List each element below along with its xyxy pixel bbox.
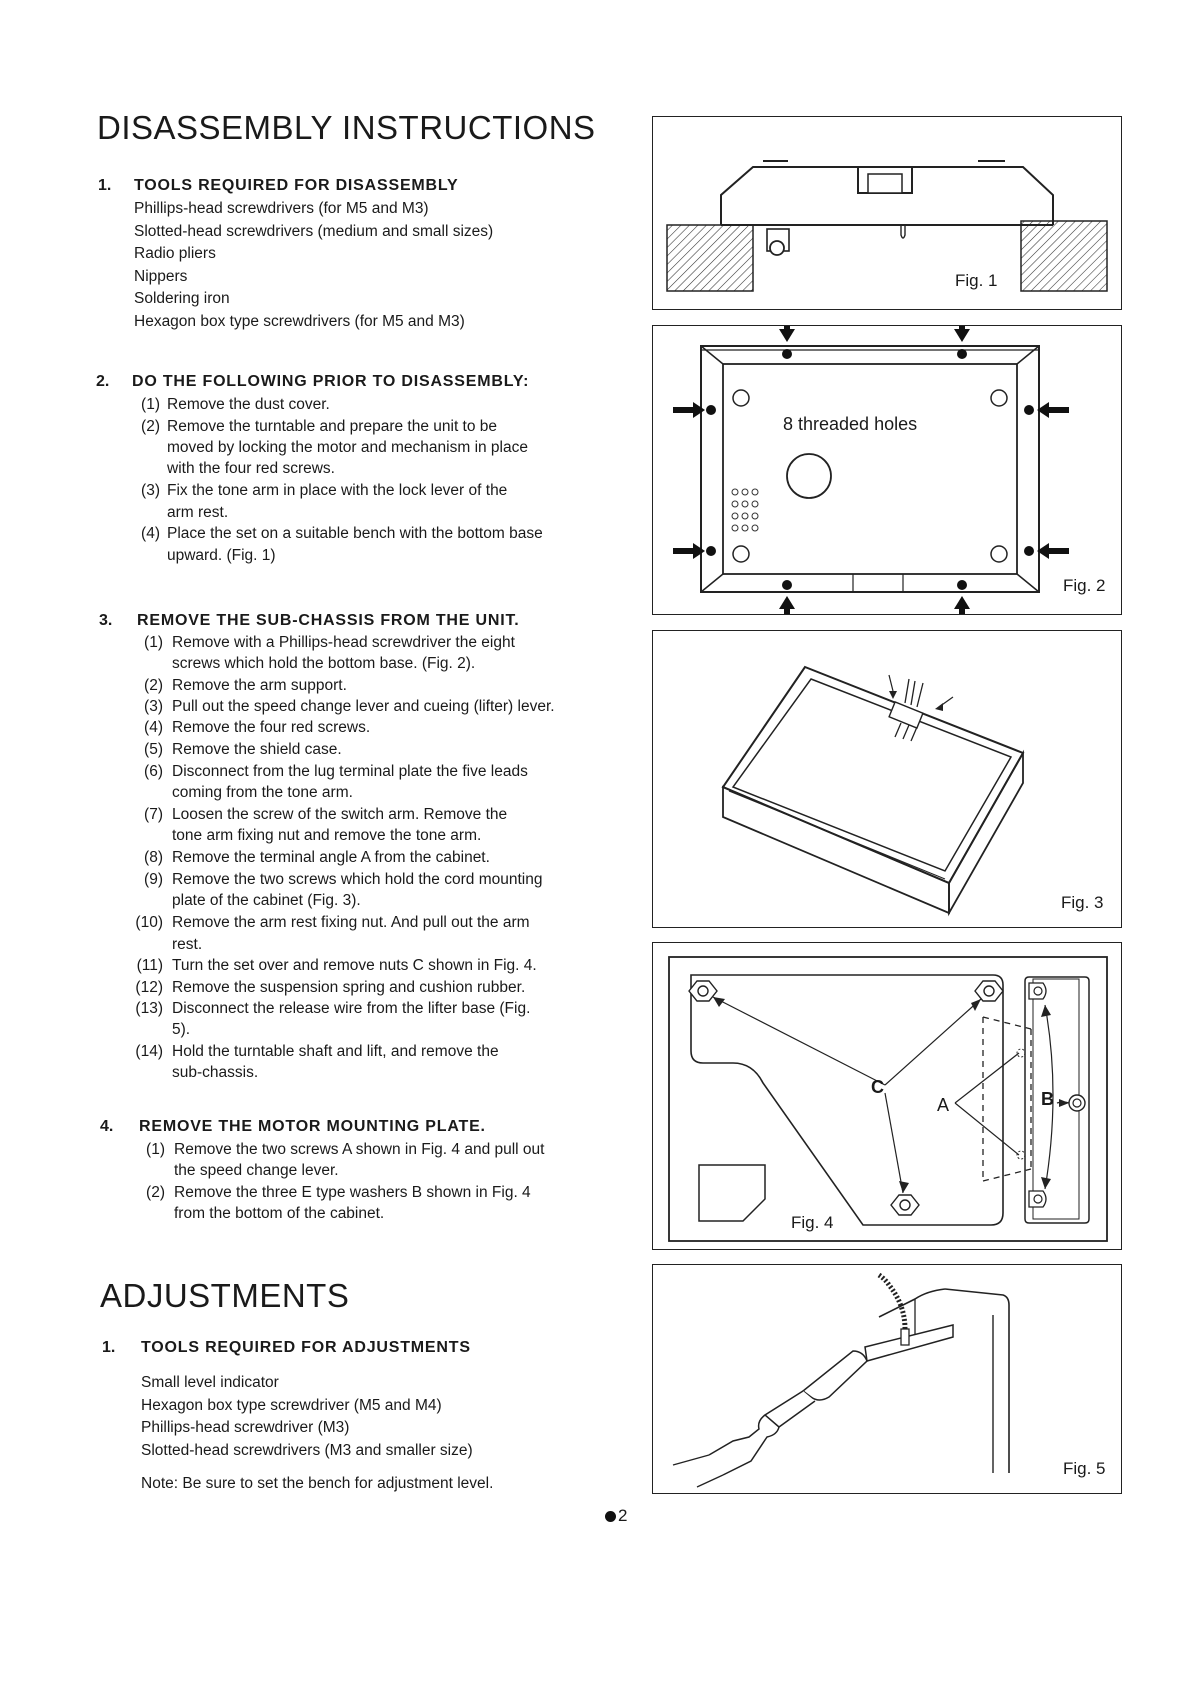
step-number: (11) bbox=[136, 957, 163, 974]
section-number: 4. bbox=[100, 1118, 114, 1135]
cabinet-view bbox=[653, 631, 1121, 927]
tool-item: Slotted-head screwdrivers (M3 and smaller size) bbox=[141, 1441, 473, 1459]
step-text: with the four red screws. bbox=[167, 460, 335, 477]
step-text: rest. bbox=[172, 936, 203, 953]
page-number-value: 2 bbox=[618, 1506, 628, 1525]
tool-item: Nippers bbox=[134, 267, 188, 285]
section-heading: REMOVE THE SUB-CHASSIS FROM THE UNIT. bbox=[137, 612, 520, 629]
step-text: Remove the turntable and prepare the unit to be bbox=[167, 418, 498, 435]
section-heading: DO THE FOLLOWING PRIOR TO DISASSEMBLY: bbox=[132, 373, 530, 390]
adjustments-title: ADJUSTMENTS bbox=[100, 1277, 350, 1314]
figure-3-label: Fig. 3 bbox=[1061, 893, 1104, 912]
step-number: (1) bbox=[146, 1141, 165, 1158]
page-title: DISASSEMBLY INSTRUCTIONS bbox=[97, 109, 596, 146]
section-heading: TOOLS REQUIRED FOR ADJUSTMENTS bbox=[141, 1339, 471, 1356]
step-number: (13) bbox=[135, 1000, 163, 1017]
step-text: upward. (Fig. 1) bbox=[167, 547, 276, 564]
step-text: Remove the terminal angle A from the cabinet. bbox=[172, 849, 490, 866]
step-text: Remove the dust cover. bbox=[167, 396, 330, 413]
figure-4 bbox=[652, 942, 1122, 1250]
release-wire-view bbox=[653, 1265, 1121, 1493]
step-text: arm rest. bbox=[167, 504, 229, 521]
step-number: (14) bbox=[135, 1043, 163, 1060]
step-number: (4) bbox=[141, 525, 160, 542]
step-text: Disconnect the release wire from the lifter base (Fig. bbox=[172, 1000, 531, 1017]
step-text: Disconnect from the lug terminal plate the five leads bbox=[172, 763, 528, 780]
step-number: (6) bbox=[144, 763, 163, 780]
step-text: Remove the shield case. bbox=[172, 741, 342, 758]
step-text: screws which hold the bottom base. (Fig. 2). bbox=[172, 655, 476, 672]
step-text: plate of the cabinet (Fig. 3). bbox=[172, 892, 361, 909]
step-number: (2) bbox=[144, 677, 163, 694]
step-text: Remove the two screws which hold the cord mounting bbox=[172, 871, 543, 888]
figure-5 bbox=[652, 1264, 1122, 1494]
step-number: (12) bbox=[135, 979, 163, 996]
step-number: (3) bbox=[141, 482, 160, 499]
step-text: Loosen the screw of the switch arm. Remove the bbox=[172, 806, 508, 823]
step-text: Remove with a Phillips-head screwdriver the eight bbox=[172, 634, 515, 651]
label-c: C bbox=[871, 1077, 884, 1097]
step-text: the speed change lever. bbox=[174, 1162, 339, 1179]
section-number: 2. bbox=[96, 373, 110, 390]
step-number: (2) bbox=[146, 1184, 165, 1201]
figure-2 bbox=[652, 325, 1122, 615]
note-text: Note: Be sure to set the bench for adjustment level. bbox=[141, 1475, 494, 1492]
step-text: Remove the arm rest fixing nut. And pull out the arm bbox=[172, 914, 530, 931]
section-number: 3. bbox=[99, 612, 113, 629]
label-a: A bbox=[937, 1095, 950, 1115]
threaded-holes-label: 8 threaded holes bbox=[783, 414, 918, 434]
step-text: from the bottom of the cabinet. bbox=[174, 1205, 385, 1222]
figure-2-label: Fig. 2 bbox=[1063, 576, 1106, 595]
step-number: (9) bbox=[144, 871, 163, 888]
tool-item: Small level indicator bbox=[141, 1374, 279, 1391]
tool-item: Hexagon box type screwdrivers (for M5 and M3) bbox=[134, 313, 465, 330]
step-text: 5). bbox=[172, 1021, 191, 1038]
step-text: moved by locking the motor and mechanism in place bbox=[167, 439, 528, 456]
figure-1-label: Fig. 1 bbox=[955, 271, 998, 290]
step-number: (5) bbox=[144, 741, 163, 758]
step-text: Hold the turntable shaft and lift, and remove the bbox=[172, 1043, 499, 1060]
turntable-side-view bbox=[653, 117, 1121, 309]
step-number: (1) bbox=[144, 634, 163, 651]
figure-4-label: Fig. 4 bbox=[791, 1213, 834, 1232]
step-number: (10) bbox=[135, 914, 163, 931]
page-number bbox=[605, 1506, 627, 1526]
step-text: coming from the tone arm. bbox=[172, 784, 353, 801]
tool-item: Soldering iron bbox=[134, 290, 230, 308]
step-text: Remove the two screws A shown in Fig. 4 and pull out bbox=[174, 1141, 545, 1158]
tool-item: Hexagon box type screwdriver (M5 and M4) bbox=[141, 1396, 442, 1414]
step-text: Remove the three E type washers B shown in Fig. 4 bbox=[174, 1184, 531, 1201]
step-text: sub-chassis. bbox=[172, 1064, 259, 1081]
step-text: Fix the tone arm in place with the lock lever of the bbox=[167, 482, 508, 499]
step-number: (4) bbox=[144, 719, 163, 736]
tool-item: Radio pliers bbox=[134, 245, 216, 263]
section-number: 1. bbox=[98, 177, 112, 194]
step-number: (8) bbox=[144, 849, 163, 866]
step-text: Turn the set over and remove nuts C shown in Fig. 4. bbox=[172, 957, 537, 974]
step-text: Remove the arm support. bbox=[172, 677, 347, 694]
step-number: (3) bbox=[144, 698, 163, 715]
section-number: 1. bbox=[102, 1339, 116, 1356]
figure-1 bbox=[652, 116, 1122, 310]
bullet-icon bbox=[605, 1511, 616, 1522]
tool-item: Slotted-head screwdrivers (medium and small sizes) bbox=[134, 222, 494, 240]
step-text: Pull out the speed change lever and cueing (lifter) lever. bbox=[172, 698, 555, 715]
figure-5-label: Fig. 5 bbox=[1063, 1459, 1106, 1478]
figure-3 bbox=[652, 630, 1122, 928]
step-text: tone arm fixing nut and remove the tone arm. bbox=[172, 827, 482, 844]
step-number: (2) bbox=[141, 418, 160, 435]
section-heading: TOOLS REQUIRED FOR DISASSEMBLY bbox=[134, 177, 459, 194]
section-heading: REMOVE THE MOTOR MOUNTING PLATE. bbox=[139, 1118, 486, 1135]
step-text: Remove the suspension spring and cushion rubber. bbox=[172, 979, 526, 996]
tool-item: Phillips-head screwdriver (M3) bbox=[141, 1419, 350, 1437]
step-text: Remove the four red screws. bbox=[172, 719, 371, 736]
bottom-base-view bbox=[653, 326, 1121, 614]
step-number: (7) bbox=[144, 806, 163, 823]
step-text: Place the set on a suitable bench with the bottom base bbox=[167, 525, 543, 542]
tool-item: Phillips-head screwdrivers (for M5 and M3) bbox=[134, 200, 429, 217]
step-number: (1) bbox=[141, 396, 160, 413]
label-b: B bbox=[1041, 1089, 1054, 1109]
